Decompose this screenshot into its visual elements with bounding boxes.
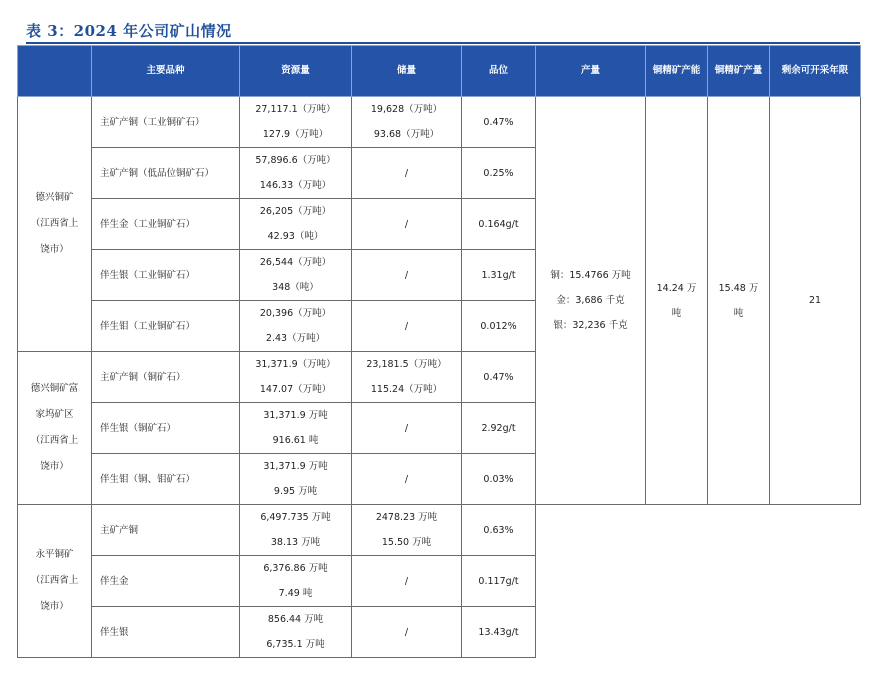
reserve-cell-line: / [404, 626, 409, 638]
reserve-cell-line: 115.24（万吨） [370, 384, 443, 395]
resource-cell [240, 505, 352, 556]
resource-cell-line: 26,205（万吨） [259, 206, 332, 217]
grade-cell-line: 2.92g/t [481, 422, 516, 434]
output-cell-line: 银：32,236 千克 [553, 320, 628, 331]
kind-cell [92, 148, 240, 199]
table-title: 表 3：2024 年公司矿山情况 [26, 22, 232, 40]
reserve-cell-line: 93.68（万吨） [373, 129, 440, 140]
reserve-cell-line: / [404, 422, 409, 434]
capacity-cell [646, 97, 708, 505]
mine-name-cell [18, 505, 92, 658]
resource-cell-line: 42.93（吨） [267, 231, 324, 242]
mine-name-cell-line: 永平铜矿 [35, 549, 74, 560]
kind-cell [92, 301, 240, 352]
header-cell [18, 46, 92, 97]
reserve-cell [352, 301, 462, 352]
resource-cell [240, 556, 352, 607]
grade-cell [462, 250, 536, 301]
grade-cell-line: 0.164g/t [478, 218, 519, 230]
grade-cell [462, 199, 536, 250]
resource-cell [240, 607, 352, 658]
kind-cell-line: 伴生钼（工业铜矿石） [100, 320, 196, 332]
resource-cell-line: 31,371.9 万吨 [263, 410, 328, 421]
kind-cell [92, 352, 240, 403]
header-cell: 铜精矿产量 [708, 46, 770, 97]
table-row [18, 97, 861, 148]
kind-cell-line: 伴生金 [100, 575, 129, 587]
reserve-cell [352, 250, 462, 301]
production-cell [708, 97, 770, 505]
years-cell [770, 97, 861, 505]
resource-cell [240, 199, 352, 250]
kind-cell-line: 伴生银 [100, 626, 129, 638]
title-underline [26, 42, 860, 44]
kind-cell [92, 199, 240, 250]
resource-cell-line: 6,735.1 万吨 [266, 639, 325, 650]
reserve-cell-line: 2478.23 万吨 [375, 512, 438, 523]
grade-cell-line: 0.25% [483, 167, 514, 179]
reserve-cell-line: / [404, 320, 409, 332]
grade-cell-line: 0.63% [483, 524, 514, 536]
reserve-cell-line: 23,181.5（万吨） [366, 359, 447, 370]
reserve-cell-line: / [404, 269, 409, 281]
grade-cell [462, 301, 536, 352]
mine-name-cell [18, 352, 92, 505]
grade-cell [462, 403, 536, 454]
resource-cell-line: 916.61 吨 [272, 435, 319, 446]
kind-cell [92, 505, 240, 556]
mines-table [17, 45, 861, 658]
reserve-cell-line: / [404, 167, 409, 179]
grade-cell-line: 0.47% [483, 116, 514, 128]
resource-cell-line: 57,896.6（万吨） [255, 155, 336, 166]
reserve-cell-line: 19,628（万吨） [370, 104, 443, 115]
resource-cell-line: 6,376.86 万吨 [263, 563, 328, 574]
reserve-cell [352, 352, 462, 403]
grade-cell [462, 556, 536, 607]
table-row [18, 607, 861, 658]
resource-cell [240, 454, 352, 505]
mine-name-cell-line: 饶市） [40, 601, 69, 612]
grade-cell-line: 0.47% [483, 371, 514, 383]
resource-cell-line: 146.33（万吨） [259, 180, 332, 191]
production-cell-line: 吨 [733, 307, 744, 319]
reserve-cell [352, 505, 462, 556]
resource-cell [240, 148, 352, 199]
mine-name-cell-line: 家坞矿区 [35, 409, 74, 420]
resource-cell [240, 352, 352, 403]
resource-cell-line: 6,497.735 万吨 [260, 512, 331, 523]
resource-cell-line: 147.07（万吨） [259, 384, 332, 395]
grade-cell [462, 148, 536, 199]
kind-cell-line: 伴生银（工业铜矿石） [100, 269, 196, 281]
reserve-cell [352, 97, 462, 148]
reserve-cell-line: 15.50 万吨 [381, 537, 432, 548]
reserve-cell [352, 454, 462, 505]
kind-cell-line: 主矿产铜（低品位铜矿石） [100, 167, 215, 179]
kind-cell-line: 伴生钼（铜、钼矿石） [100, 473, 196, 485]
mine-name-cell-line: （江西省上 [30, 435, 79, 446]
output-cell [536, 97, 646, 505]
resource-cell [240, 301, 352, 352]
resource-cell [240, 250, 352, 301]
resource-cell-line: 27,117.1（万吨） [255, 104, 336, 115]
kind-cell [92, 556, 240, 607]
years-cell-line: 21 [808, 295, 822, 306]
table-row [18, 505, 861, 556]
header-row [18, 46, 861, 97]
kind-cell-line: 主矿产铜 [100, 524, 139, 536]
production-cell-line: 15.48 万 [718, 282, 759, 294]
mine-name-cell [18, 97, 92, 352]
resource-cell-line: 348（吨） [272, 282, 319, 293]
grade-cell-line: 0.03% [483, 473, 514, 485]
resource-cell-line: 856.44 万吨 [267, 614, 324, 625]
resource-cell-line: 31,371.9（万吨） [255, 359, 336, 370]
reserve-cell [352, 199, 462, 250]
kind-cell-line: 主矿产铜（工业铜矿石） [100, 116, 205, 128]
mine-name-cell-line: （江西省上 [30, 218, 79, 229]
kind-cell-line: 伴生银（铜矿石） [100, 422, 177, 434]
header-cell: 铜精矿产能 [646, 46, 708, 97]
output-cell-line: 金：3,686 千克 [556, 295, 625, 306]
grade-cell [462, 454, 536, 505]
grade-cell [462, 97, 536, 148]
mine-name-cell-line: 饶市） [40, 244, 69, 255]
mine-name-cell-line: 德兴铜矿富 [30, 383, 79, 394]
resource-cell-line: 20,396（万吨） [259, 308, 332, 319]
grade-cell-line: 1.31g/t [481, 269, 516, 281]
kind-cell-line: 伴生金（工业铜矿石） [100, 218, 196, 230]
mine-name-cell-line: 德兴铜矿 [35, 192, 74, 203]
grade-cell [462, 607, 536, 658]
kind-cell [92, 97, 240, 148]
capacity-cell-line: 14.24 万 [656, 282, 697, 294]
header-cell: 主要品种 [92, 46, 240, 97]
resource-cell-line: 7.49 吨 [278, 588, 313, 599]
kind-cell [92, 403, 240, 454]
table-row [18, 556, 861, 607]
reserve-cell-line: / [404, 575, 409, 587]
kind-cell-line: 主矿产铜（铜矿石） [100, 371, 186, 383]
header-cell: 品位 [462, 46, 536, 97]
grade-cell-line: 13.43g/t [478, 626, 519, 638]
resource-cell [240, 97, 352, 148]
header-cell: 储量 [352, 46, 462, 97]
reserve-cell-line: / [404, 218, 409, 230]
resource-cell-line: 26,544（万吨） [259, 257, 332, 268]
reserve-cell-line: / [404, 473, 409, 485]
resource-cell [240, 403, 352, 454]
resource-cell-line: 127.9（万吨） [262, 129, 329, 140]
header-cell: 产量 [536, 46, 646, 97]
mine-name-cell-line: 饶市） [40, 461, 69, 472]
reserve-cell [352, 403, 462, 454]
kind-cell [92, 607, 240, 658]
reserve-cell [352, 556, 462, 607]
resource-cell-line: 2.43（万吨） [265, 333, 326, 344]
resource-cell-line: 38.13 万吨 [270, 537, 321, 548]
table-body [18, 97, 861, 658]
resource-cell-line: 9.95 万吨 [273, 486, 318, 497]
header-cell: 资源量 [240, 46, 352, 97]
header-cell: 剩余可开采年限 [770, 46, 861, 97]
grade-cell [462, 352, 536, 403]
mine-name-cell-line: （江西省上 [30, 575, 79, 586]
grade-cell [462, 505, 536, 556]
kind-cell [92, 454, 240, 505]
output-cell-line: 铜：15.4766 万吨 [550, 270, 631, 281]
reserve-cell [352, 148, 462, 199]
reserve-cell [352, 607, 462, 658]
grade-cell-line: 0.012% [480, 320, 517, 332]
capacity-cell-line: 吨 [671, 307, 682, 319]
grade-cell-line: 0.117g/t [478, 575, 519, 587]
resource-cell-line: 31,371.9 万吨 [263, 461, 328, 472]
kind-cell [92, 250, 240, 301]
